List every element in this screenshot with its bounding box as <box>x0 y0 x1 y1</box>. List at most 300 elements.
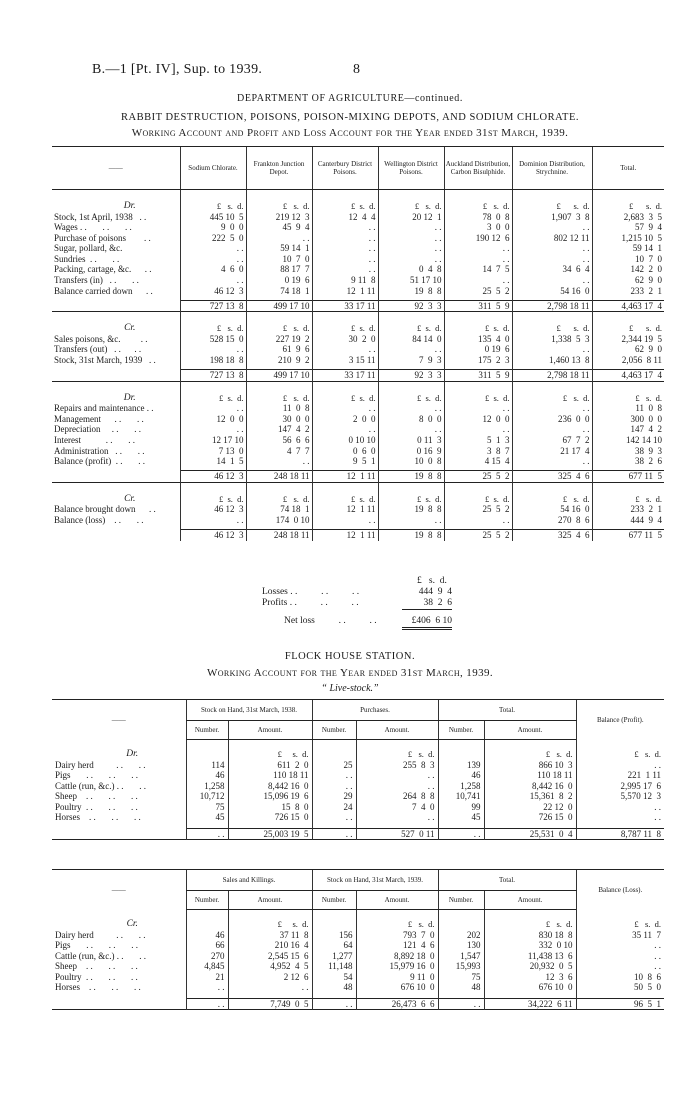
table-row <box>52 212 664 223</box>
unit-cell: £ s. d. <box>512 482 592 504</box>
total-value: 25,003 19 5 <box>228 828 312 840</box>
cell-value: 1,215 10 5 <box>592 233 664 244</box>
cell-value: 676 10 0 <box>484 982 576 993</box>
cell-value: 46 <box>186 930 228 941</box>
total-label <box>52 471 180 483</box>
unit-cell: £ s. d. <box>246 312 312 334</box>
cell-value: 46 <box>438 770 484 781</box>
cell-value: 2,683 3 5 <box>592 212 664 223</box>
page-number: 8 <box>353 62 360 77</box>
cell-value: . . <box>356 781 438 792</box>
row-label: Balance (loss) . . . . <box>54 514 144 525</box>
cell-value: 270 <box>186 951 228 962</box>
end-rule <box>52 1010 664 1013</box>
cell-value: 221 1 11 <box>576 770 664 781</box>
blank-cell <box>312 910 356 930</box>
cell-value: . . <box>180 515 246 526</box>
table-row <box>52 414 664 425</box>
column-header: Stock on Hand, 31st March, 1938. <box>186 700 312 721</box>
cell-value: 1,258 <box>438 781 484 792</box>
row-label: Pigs . . . . . . <box>55 770 139 781</box>
cell-value: . . <box>444 243 512 254</box>
row-label: Sales poisons, &c. . . <box>54 333 148 344</box>
cell-value: 219 12 3 <box>246 212 312 223</box>
table-row <box>52 812 664 823</box>
total-value: 25,531 0 4 <box>484 828 576 840</box>
total-value: . . <box>438 828 484 840</box>
total-value: 677 11 5 <box>592 471 664 483</box>
table-row <box>52 446 664 457</box>
total-value: 92 3 3 <box>378 370 444 382</box>
flock-subheading: “ Live-stock.” <box>321 683 379 694</box>
units-row <box>52 910 664 930</box>
cell-value: 19 8 8 <box>378 286 444 297</box>
section-units-row <box>52 482 664 504</box>
section-heading: Cr. <box>52 482 180 504</box>
cell-value: 676 10 0 <box>356 982 438 993</box>
cell-value: 210 9 2 <box>246 355 312 366</box>
cell-value: 5 1 3 <box>444 435 512 446</box>
column-header: Balance (Profit). <box>576 700 664 740</box>
cell-value: 0 11 3 <box>378 435 444 446</box>
cell-value: . . <box>444 275 512 286</box>
column-header: Purchases. <box>312 700 438 721</box>
cell-value: 61 9 6 <box>246 344 312 355</box>
cell-value: 48 <box>438 982 484 993</box>
row-label: Administration . . . . <box>54 445 145 456</box>
cell-value: 20 12 1 <box>378 212 444 223</box>
cell-value: 15,993 <box>438 961 484 972</box>
cell-value: 142 14 10 <box>592 435 664 446</box>
cell-value: 233 2 1 <box>592 286 664 297</box>
table-row <box>52 264 664 275</box>
cell-value: 24 <box>312 802 356 813</box>
unit-cell: £ s. d. <box>378 482 444 504</box>
row-label: Wages . . . . . . <box>54 222 132 233</box>
cell-value: 2,995 17 6 <box>576 781 664 792</box>
unit-cell: £ s. d. <box>378 312 444 334</box>
cell-value: . . <box>312 243 378 254</box>
unit-cell: £ s. d. <box>356 910 438 930</box>
cell-value: 78 0 8 <box>444 212 512 223</box>
cell-value: . . <box>312 254 378 265</box>
total-value: 8,787 11 8 <box>576 828 664 840</box>
unit-cell: £ s. d. <box>312 482 378 504</box>
row-label: Interest . . . . <box>54 435 135 445</box>
cell-value: . . <box>576 940 664 951</box>
total-row <box>52 998 664 1010</box>
unit-cell: £ s. d. <box>312 381 378 403</box>
column-header: Number. <box>312 721 356 740</box>
total-row <box>52 828 664 840</box>
cell-value: . . <box>444 403 512 414</box>
table-row <box>52 940 664 951</box>
cell-value: . . <box>312 515 378 526</box>
cell-value: . . <box>246 233 312 244</box>
unit-cell: £ s. d. <box>312 312 378 334</box>
cell-value: . . <box>444 254 512 265</box>
column-header: Canterbury District Poisons. <box>312 147 378 190</box>
cell-value: . . <box>312 344 378 355</box>
cell-value: . . <box>246 456 312 467</box>
cell-value: 110 18 11 <box>484 770 576 781</box>
cell-value: 67 7 2 <box>512 435 592 446</box>
table-row <box>52 403 664 414</box>
column-header: Auckland Distribution, Carbon Bisulphide. <box>444 147 512 190</box>
cell-value: 174 0 10 <box>246 515 312 526</box>
total-value: 499 17 10 <box>246 370 312 382</box>
cell-value: 45 9 4 <box>246 222 312 233</box>
cell-value: 114 <box>186 760 228 771</box>
cell-value: 45 <box>186 812 228 823</box>
cell-value: 0 19 6 <box>444 344 512 355</box>
table-row <box>52 760 664 771</box>
profits-label: Profits . . . . . . <box>262 598 359 608</box>
summary-net <box>262 616 452 630</box>
cell-value: . . <box>378 243 444 254</box>
table-row <box>52 233 664 244</box>
loss-summary <box>262 576 452 630</box>
unit-cell: £ s. d. <box>180 381 246 403</box>
cell-value: 4 7 7 <box>246 446 312 457</box>
rabbit-subtitle: Working Account and Profit and Loss Account for the Year ended 31st March, 1939. <box>131 127 569 139</box>
cell-value: 10 7 0 <box>246 254 312 265</box>
cell-value: 25 5 2 <box>444 286 512 297</box>
cell-value: 15 8 0 <box>228 802 312 813</box>
cell-value: 802 12 11 <box>512 233 592 244</box>
cell-value: 19 8 8 <box>378 504 444 515</box>
cell-value: 10,712 <box>186 791 228 802</box>
cell-value: 139 <box>438 760 484 771</box>
table-row <box>52 456 664 467</box>
cell-value: 2,056 8 11 <box>592 355 664 366</box>
blank-cell <box>438 910 484 930</box>
cell-value: 12 4 4 <box>312 212 378 223</box>
cell-value: . . <box>378 403 444 414</box>
unit-cell: £ s. d. <box>180 312 246 334</box>
cell-value: 15,979 16 0 <box>356 961 438 972</box>
flock-title: FLOCK HOUSE STATION. <box>284 651 416 662</box>
unit-cell: £ s. d. <box>592 381 664 403</box>
cell-value: 35 11 7 <box>576 930 664 941</box>
cell-value: 14 1 5 <box>180 456 246 467</box>
table-row <box>52 254 664 265</box>
table-row <box>52 770 664 781</box>
cell-value: 12 1 11 <box>312 286 378 297</box>
flock-subtitle: Working Account for the Year ended 31st March, 1939. <box>206 667 494 679</box>
cell-value: 1,338 5 3 <box>512 334 592 345</box>
unit-cell: £ s. d. <box>444 482 512 504</box>
section-units-row <box>52 190 664 212</box>
cell-value: . . <box>312 264 378 275</box>
cell-value: 34 6 4 <box>512 264 592 275</box>
unit-cell: £ s. d. <box>246 482 312 504</box>
column-header: —— <box>52 700 186 740</box>
cell-value: 866 10 3 <box>484 760 576 771</box>
cell-value: 236 0 0 <box>512 414 592 425</box>
cell-value: 74 18 1 <box>246 286 312 297</box>
total-value: 26,473 6 6 <box>356 998 438 1010</box>
summary-losses <box>262 587 452 598</box>
total-value: 727 13 8 <box>180 370 246 382</box>
cell-value: 30 0 0 <box>246 414 312 425</box>
rabbit-title: RABBIT DESTRUCTION, POISONS, POISON-MIXING DEPOTS, AND SODIUM CHLORATE. <box>121 112 579 123</box>
cell-value: 8,892 18 0 <box>356 951 438 962</box>
livestock-dr-table <box>52 699 664 842</box>
total-label <box>52 300 180 312</box>
table-row <box>52 961 664 972</box>
total-value: 2,798 18 11 <box>512 300 592 312</box>
row-label: Pigs . . . . . . <box>55 940 139 951</box>
total-value: 325 4 6 <box>512 530 592 541</box>
cell-value: 3 0 0 <box>444 222 512 233</box>
page-reference: B.—1 [Pt. IV], Sup. to 1939. <box>92 62 263 77</box>
unit-cell: £ s. d. <box>378 381 444 403</box>
cell-value: 38 9 3 <box>592 446 664 457</box>
cell-value: . . <box>378 222 444 233</box>
cell-value: 1,258 <box>186 781 228 792</box>
unit-cell: £ s. d. <box>484 910 576 930</box>
cell-value: 9 0 0 <box>180 222 246 233</box>
cell-value: 121 4 6 <box>356 940 438 951</box>
cell-value: 75 <box>186 802 228 813</box>
cell-value: . . <box>378 515 444 526</box>
cell-value: 62 9 0 <box>592 344 664 355</box>
row-label: Purchase of poisons . . <box>54 232 151 243</box>
cell-value: 7 9 3 <box>378 355 444 366</box>
cell-value: 45 <box>438 812 484 823</box>
cell-value: 84 14 0 <box>378 334 444 345</box>
cell-value: 9 11 8 <box>312 275 378 286</box>
cell-value: 8,442 16 0 <box>484 781 576 792</box>
cell-value: 9 11 0 <box>356 972 438 983</box>
cell-value: 10,741 <box>438 791 484 802</box>
units-row <box>52 740 664 760</box>
blank-cell <box>186 740 228 760</box>
cell-value: 7 4 0 <box>356 802 438 813</box>
cell-value: 15,096 19 6 <box>228 791 312 802</box>
cell-value: 22 12 0 <box>484 802 576 813</box>
total-value: 248 18 11 <box>246 471 312 483</box>
end-rule <box>52 840 664 843</box>
cell-value: 54 <box>312 972 356 983</box>
cell-value: 12 0 0 <box>180 414 246 425</box>
unit-cell: £ s. d. <box>512 312 592 334</box>
cell-value: 9 5 1 <box>312 456 378 467</box>
cell-value: 46 12 3 <box>180 504 246 515</box>
summary-units: £ s. d. <box>417 576 447 586</box>
table-row <box>52 781 664 792</box>
table-row <box>52 504 664 515</box>
cell-value: 0 19 6 <box>246 275 312 286</box>
cell-value: 0 16 9 <box>378 446 444 457</box>
column-header: Sodium Chlorate. <box>180 147 246 190</box>
cell-value: 222 5 0 <box>180 233 246 244</box>
cell-value: . . <box>312 812 356 823</box>
cell-value: 14 7 5 <box>444 264 512 275</box>
cell-value: 0 6 0 <box>312 446 378 457</box>
cell-value: 142 2 0 <box>592 264 664 275</box>
unit-cell: £ s. d. <box>484 740 576 760</box>
cr-group-header <box>52 870 664 891</box>
column-header: Dominion Distribution, Strychnine. <box>512 147 592 190</box>
cell-value: 0 10 10 <box>312 435 378 446</box>
cell-value: 12 17 10 <box>180 435 246 446</box>
unit-cell: £ s. d. <box>576 910 664 930</box>
cell-value: . . <box>180 243 246 254</box>
row-label: Dairy herd . . . . <box>55 759 146 770</box>
row-label: Repairs and maintenance . . <box>54 403 154 414</box>
row-label: Management . . . . <box>54 413 144 424</box>
rabbit-account-table <box>52 146 664 541</box>
column-header: —— <box>52 147 180 190</box>
cell-value: 147 4 2 <box>592 424 664 435</box>
column-header: Amount. <box>228 721 312 740</box>
table-row <box>52 334 664 345</box>
cell-value: 59 14 1 <box>246 243 312 254</box>
cell-value: 54 16 0 <box>512 504 592 515</box>
cell-value: 332 0 10 <box>484 940 576 951</box>
cell-value: . . <box>512 344 592 355</box>
cell-value: 444 9 4 <box>592 515 664 526</box>
cell-value: 25 <box>312 760 356 771</box>
table-row <box>52 435 664 446</box>
cell-value: 3 15 11 <box>312 355 378 366</box>
row-label: Cattle (run, &c.) . . . . <box>55 950 146 961</box>
cell-value: 75 <box>438 972 484 983</box>
column-header: Number. <box>438 721 484 740</box>
cell-value: 56 6 6 <box>246 435 312 446</box>
unit-cell: £ s. d. <box>246 381 312 403</box>
cell-value: 48 <box>312 982 356 993</box>
cell-value: 1,460 13 8 <box>512 355 592 366</box>
row-label: Balance brought down . . <box>54 504 156 515</box>
row-label: Sheep . . . . . . <box>55 961 138 972</box>
blank-cell <box>186 910 228 930</box>
cell-value: 11,148 <box>312 961 356 972</box>
cell-value: 175 2 3 <box>444 355 512 366</box>
table-row <box>52 222 664 233</box>
cell-value: 210 16 4 <box>228 940 312 951</box>
cell-value: 50 5 0 <box>576 982 664 993</box>
cell-value: 29 <box>312 791 356 802</box>
total-value: 25 5 2 <box>444 471 512 483</box>
cell-value: 8 0 0 <box>378 414 444 425</box>
cell-value: 25 5 2 <box>444 504 512 515</box>
cell-value: . . <box>576 802 664 813</box>
unit-cell: £ s. d. <box>512 381 592 403</box>
total-value: 12 1 11 <box>312 471 378 483</box>
cell-value: 11 0 8 <box>592 403 664 414</box>
cell-value: 147 4 2 <box>246 424 312 435</box>
cell-value: 12 1 11 <box>312 504 378 515</box>
net-value: £406 6 10 <box>402 616 452 630</box>
total-value: 499 17 10 <box>246 300 312 312</box>
cell-value: 12 3 6 <box>484 972 576 983</box>
table-row <box>52 802 664 813</box>
cell-value: 0 4 8 <box>378 264 444 275</box>
end-rule-cell <box>52 1010 664 1013</box>
total-value: 248 18 11 <box>246 530 312 541</box>
cell-value: . . <box>186 982 228 993</box>
profits-value: 38 2 6 <box>402 598 452 610</box>
column-header: Total. <box>438 700 576 721</box>
dr-group-header <box>52 700 664 721</box>
total-label <box>52 998 186 1010</box>
cell-value: 830 18 8 <box>484 930 576 941</box>
column-header: Amount. <box>484 721 576 740</box>
cell-value: 66 <box>186 940 228 951</box>
column-header: Number. <box>186 721 228 740</box>
cell-value: . . <box>512 424 592 435</box>
cell-value: 51 17 10 <box>378 275 444 286</box>
cell-value: 54 16 0 <box>512 286 592 297</box>
total-label <box>52 370 180 382</box>
losses-label: Losses . . . . . . <box>262 587 360 597</box>
cell-value: . . <box>576 961 664 972</box>
column-header: Amount. <box>484 891 576 910</box>
cell-value: . . <box>512 222 592 233</box>
cell-value: 59 14 1 <box>592 243 664 254</box>
cell-value: 2 12 6 <box>228 972 312 983</box>
cell-value: 4 15 4 <box>444 456 512 467</box>
cell-value: 793 7 0 <box>356 930 438 941</box>
total-value: 4,463 17 4 <box>592 300 664 312</box>
total-label <box>52 828 186 840</box>
table-row <box>52 930 664 941</box>
column-header: Number. <box>438 891 484 910</box>
table-row <box>52 791 664 802</box>
cell-value: . . <box>512 275 592 286</box>
cell-value: 1,907 3 8 <box>512 212 592 223</box>
cell-value: 3 8 7 <box>444 446 512 457</box>
total-value: 19 8 8 <box>378 530 444 541</box>
cell-value: 21 <box>186 972 228 983</box>
cell-value: 12 0 0 <box>444 414 512 425</box>
total-value: 4,463 17 4 <box>592 370 664 382</box>
cell-value: 99 <box>438 802 484 813</box>
cell-value: 2,545 15 6 <box>228 951 312 962</box>
column-header: Total. <box>438 870 576 891</box>
cell-value: . . <box>180 254 246 265</box>
row-label: Horses . . . . . . <box>55 982 141 993</box>
cell-value: 37 11 8 <box>228 930 312 941</box>
cell-value: . . <box>312 222 378 233</box>
cell-value: 30 2 0 <box>312 334 378 345</box>
total-value: 34,222 6 11 <box>484 998 576 1010</box>
total-value: 2,798 18 11 <box>512 370 592 382</box>
cell-value: 135 4 0 <box>444 334 512 345</box>
cell-value: 2,344 19 5 <box>592 334 664 345</box>
cell-value: 57 9 4 <box>592 222 664 233</box>
cell-value: . . <box>312 424 378 435</box>
column-header: Amount. <box>356 721 438 740</box>
total-label <box>52 530 180 541</box>
section-heading: Dr. <box>123 200 136 211</box>
cell-value: 611 2 0 <box>228 760 312 771</box>
cell-value: 10 8 6 <box>576 972 664 983</box>
table-row <box>52 972 664 983</box>
total-value: 311 5 9 <box>444 300 512 312</box>
unit-cell: £ s. d. <box>228 910 312 930</box>
cell-value: . . <box>512 456 592 467</box>
column-header: Sales and Killings. <box>186 870 312 891</box>
unit-cell: £ s. d. <box>592 190 664 212</box>
unit-cell: £ s. d. <box>576 740 664 760</box>
unit-cell: £ s. d. <box>312 190 378 212</box>
cell-value: 74 18 1 <box>246 504 312 515</box>
cell-value: . . <box>378 233 444 244</box>
